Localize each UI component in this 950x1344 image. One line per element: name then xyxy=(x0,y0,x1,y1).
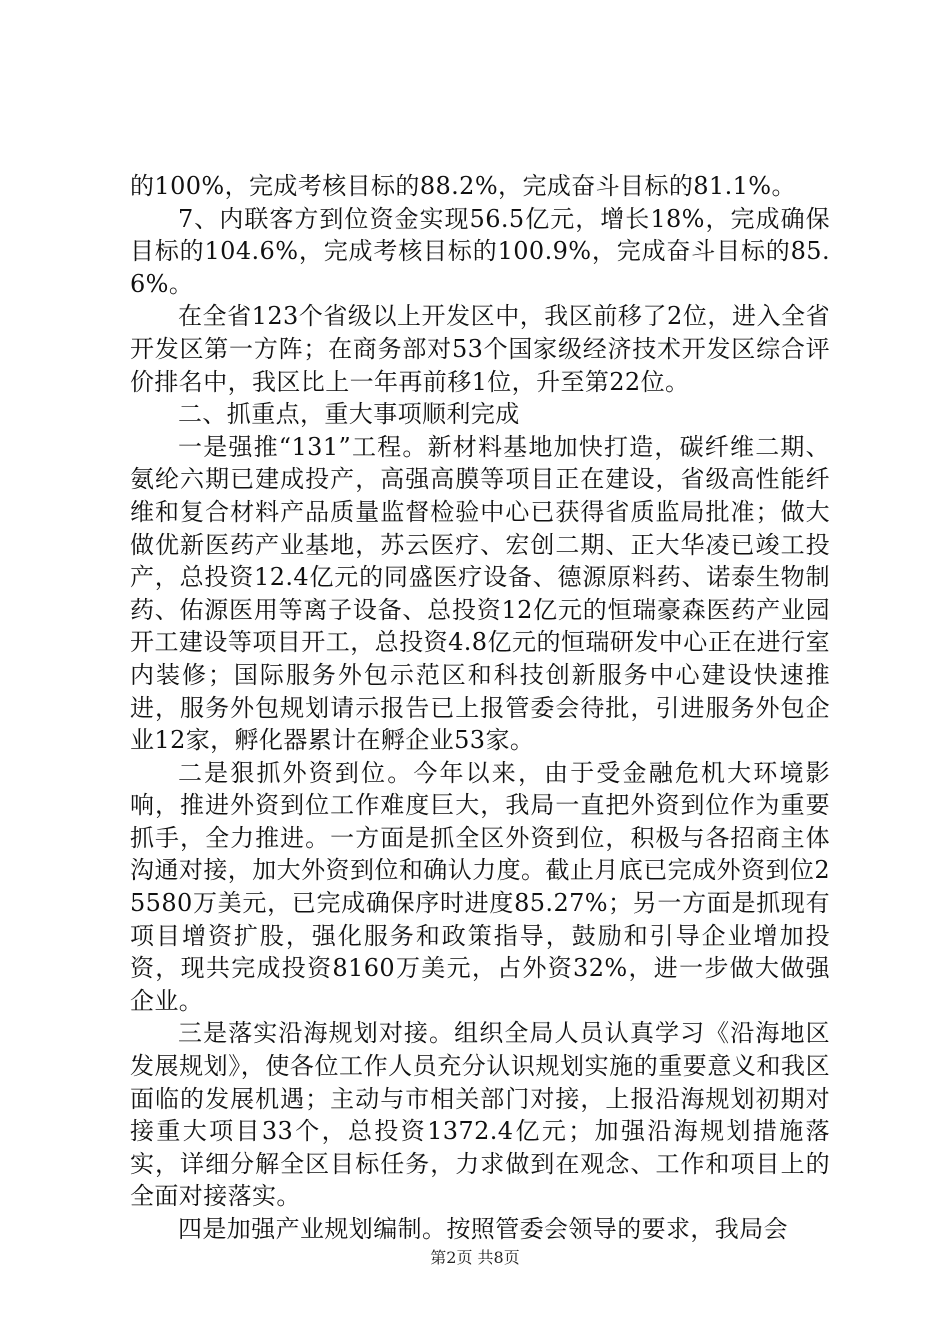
paragraph: 三是落实沿海规划对接。组织全局人员认真学习《沿海地区发展规划》，使各位工作人员充分认识规划实施的重要意义和我区面临的发展机遇；主动与市相关部门对接，上报沿海规划初期对接重大项目33个，总投资1372.4亿元；加强沿海规划措施落实，详细分解全区目标任务，力求做到在观念、工作和项目上的全面对接落实。 xyxy=(130,1019,830,1211)
paragraph: 一是强推“131”工程。新材料基地加快打造，碳纤维二期、氨纶六期已建成投产，高强高膜等项目正在建设，省级高性能纤维和复合材料产品质量监督检验中心已获得省质监局批准；做大做优新医药产业基地，苏云医疗、宏创二期、正大华凌已竣工投产，总投资12.4亿元的同盛医疗设备、德源原料药、诺泰生物制药、佑源医用等离子设备、总投资12亿元的恒瑞豪森医药产业园开工建设等项目开工，总投资4.8亿元的恒瑞研发中心正在进行室内装修；国际服务外包示范区和科技创新服务中心建设快速推进，服务外包规划请示报告已上报管委会待批，引进服务外包企业12家，孵化器累计在孵企业53家。 xyxy=(130,432,830,755)
paragraph: 二是狠抓外资到位。今年以来，由于受金融危机大环境影响，推进外资到位工作难度巨大，我局一直把外资到位作为重要抓手，全力推进。一方面是抓全区外资到位，积极与各招商主体沟通对接，加大外资到位和确认力度。截止月底已完成外资到位25580万美元，已完成确保序时进度85.27%；另一方面是抓现有项目增资扩股，强化服务和政策指导，鼓励和引导企业增加投资，现共完成投资8160万美元，占外资32%，进一步做大做强企业。 xyxy=(130,758,830,1015)
document-body xyxy=(130,170,830,1246)
paragraph: 7、内联客方到位资金实现56.5亿元，增长18%，完成确保目标的104.6%，完成考核目标的100.9%，完成奋斗目标的85.6%。 xyxy=(130,204,830,298)
section-heading: 二、抓重点，重大事项顺利完成 xyxy=(178,400,520,429)
page-number-footer: 第2页 共8页 xyxy=(430,1248,520,1267)
paragraph: 在全省123个省级以上开发区中，我区前移了2位，进入全省开发区第一方阵；在商务部对53个国家级经济技术开发区综合评价排名中，我区比上一年再前移1位，升至第22位。 xyxy=(130,302,830,396)
paragraph: 的100%，完成考核目标的88.2%，完成奋斗目标的81.1%。 xyxy=(130,172,796,200)
paragraph: 四是加强产业规划编制。按照管委会领导的要求，我局会 xyxy=(178,1215,788,1243)
